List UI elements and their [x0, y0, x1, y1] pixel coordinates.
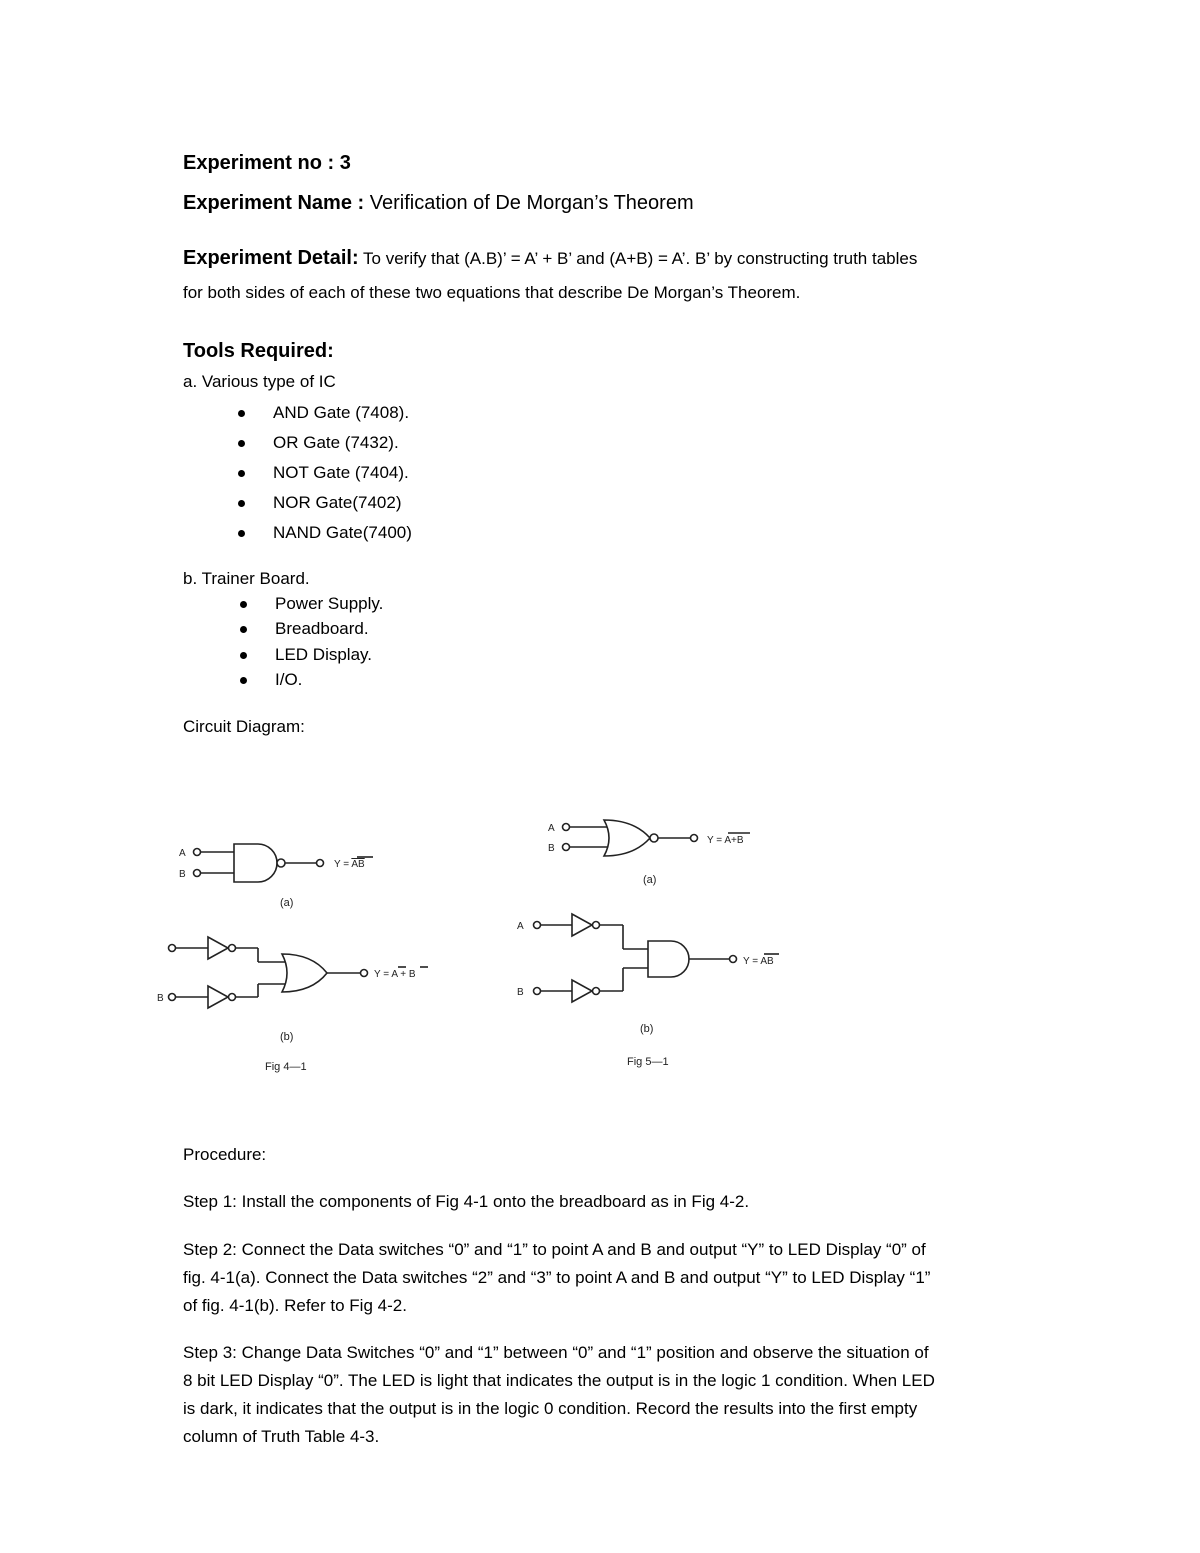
fig4-b-circuit	[157, 937, 428, 1073]
bullet-icon	[238, 470, 245, 477]
procedure-step-3-line-4: column of Truth Table 4-3.	[183, 1427, 380, 1446]
fig5-a-sub-label: (a)	[643, 874, 657, 886]
fig5-a-input-a-label: A	[548, 823, 555, 834]
tool-item-nor-gate: NOR Gate(7402)	[273, 493, 402, 512]
procedure-title: Procedure:	[183, 1145, 267, 1164]
experiment-name-line	[183, 192, 694, 215]
tool-item-power-supply: Power Supply.	[275, 594, 384, 613]
experiment-detail-line1	[183, 247, 917, 270]
bullet-icon	[238, 530, 245, 537]
fig5-b-circuit	[517, 914, 779, 1068]
fig5-b-sub-label: (b)	[640, 1023, 654, 1035]
tool-item-breadboard: Breadboard.	[275, 619, 369, 638]
fig5-b-output-label: Y = AB	[743, 956, 774, 967]
fig5-a-input-b-label: B	[548, 843, 555, 854]
fig4-a-nand-gate	[179, 844, 373, 909]
tool-item-led-display: LED Display.	[275, 645, 372, 664]
fig4-caption: Fig 4—1	[265, 1061, 307, 1073]
tools-group-a-label: a. Various type of IC	[183, 372, 336, 391]
experiment-name-value: Verification of De Morgan’s Theorem	[369, 192, 694, 214]
bullet-icon	[238, 410, 245, 417]
procedure-step-3-line-2: 8 bit LED Display “0”. The LED is light that indicates the output is in the logic 1 condition. When LED	[183, 1371, 935, 1390]
circuit-diagram	[0, 800, 1200, 1090]
fig5-b-input-b-label: B	[517, 987, 524, 998]
bullet-icon	[240, 626, 247, 633]
fig4-a-input-b-label: B	[179, 869, 186, 880]
bullet-icon	[238, 500, 245, 507]
fig4-b-output-label: Y = A + B	[374, 969, 416, 980]
bullet-icon	[238, 440, 245, 447]
experiment-name-label: Experiment Name :	[183, 192, 370, 214]
fig5-b-input-a-label: A	[517, 921, 524, 932]
procedure-step-2-line-2: fig. 4-1(a). Connect the Data switches “2” and “3” to point A and B and output “Y” to LED Display “1”	[183, 1268, 931, 1287]
experiment-detail-label: Experiment Detail:	[183, 247, 359, 269]
tools-group-b-label: b. Trainer Board.	[183, 569, 310, 588]
bullet-icon	[240, 652, 247, 659]
fig4-a-sub-label: (a)	[280, 897, 294, 909]
circuit-title: Circuit Diagram:	[183, 717, 305, 736]
fig4-b-input-b-label: B	[157, 993, 164, 1004]
bullet-icon	[240, 601, 247, 608]
experiment-number: Experiment no : 3	[183, 152, 351, 174]
fig5-caption: Fig 5—1	[627, 1056, 669, 1068]
tools-title: Tools Required:	[183, 340, 334, 362]
fig4-a-input-a-label: A	[179, 848, 186, 859]
bullet-icon	[240, 677, 247, 684]
procedure-step-1: Step 1: Install the components of Fig 4-1 onto the breadboard as in Fig 4-2.	[183, 1192, 750, 1211]
procedure-step-3-line-3: is dark, it indicates that the output is in the logic 0 condition. Record the results into the first empty	[183, 1399, 918, 1418]
procedure-step-3-line-1: Step 3: Change Data Switches “0” and “1” between “0” and “1” position and observe the situation of	[183, 1343, 929, 1362]
tool-item-io: I/O.	[275, 670, 303, 689]
procedure-step-2-line-1: Step 2: Connect the Data switches “0” and “1” to point A and B and output “Y” to LED Display “0” of	[183, 1240, 926, 1259]
fig5-a-nor-gate	[548, 820, 750, 886]
tool-item-and-gate: AND Gate (7408).	[273, 403, 410, 422]
tool-item-or-gate: OR Gate (7432).	[273, 433, 399, 452]
experiment-detail-text-1: To verify that (A.B)’ = A’ + B’ and (A+B) = A’. B’ by constructing truth tables	[358, 249, 918, 268]
fig4-a-output-label: Y = AB	[334, 859, 365, 870]
procedure-step-2-line-3: of fig. 4-1(b). Refer to Fig 4-2.	[183, 1296, 407, 1315]
tool-item-nand-gate: NAND Gate(7400)	[273, 523, 412, 542]
experiment-detail-text-2: for both sides of each of these two equations that describe De Morgan’s Theorem.	[183, 283, 801, 302]
fig4-b-sub-label: (b)	[280, 1031, 294, 1043]
tool-item-not-gate: NOT Gate (7404).	[273, 463, 409, 482]
fig5-a-output-label: Y = A+B	[707, 835, 744, 846]
